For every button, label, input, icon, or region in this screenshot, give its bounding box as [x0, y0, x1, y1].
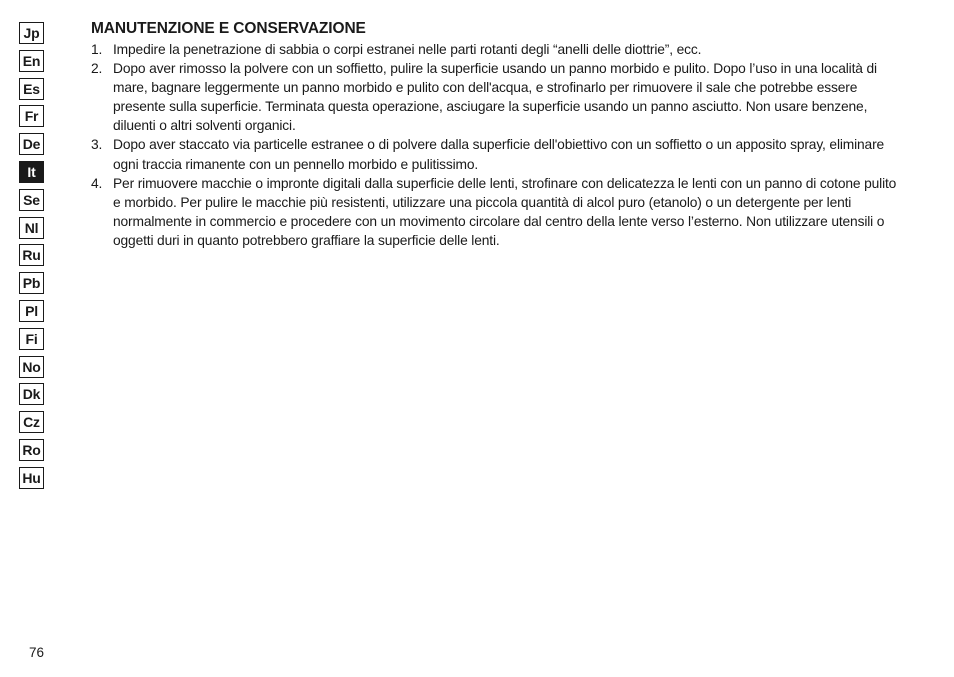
lang-tab-hu[interactable]: Hu	[19, 467, 44, 489]
lang-tab-cz[interactable]: Cz	[19, 411, 44, 433]
item-number: 1.	[91, 42, 103, 57]
section-title: MANUTENZIONE E CONSERVAZIONE	[91, 20, 366, 37]
item-text: Impedire la penetrazione di sabbia o corpi estranei nelle parti rotanti degli “anelli delle diottrie”, ecc.	[113, 42, 702, 57]
lang-tab-se[interactable]: Se	[19, 189, 44, 211]
item-text: Dopo aver staccato via particelle estranee o di polvere dalla superficie dell'obiettivo con un soffietto o un apposito spray, eliminare ogni traccia rimanente con un pennello morbido e pulitissimo.	[113, 137, 885, 172]
item-text: Dopo aver rimosso la polvere con un soffietto, pulire la superficie usando un panno morbido e pulito. Dopo l’uso in una località di mare, bagnare leggermente un panno morbido e pulito con dell'acqua, e strofinarlo per rimuovere il sale che potrebbe essere presente sulla superficie. Terminata questa operazione, asciugare la superficie usando un panno asciutto. Non usare benzene, diluenti o altri solventi organici.	[113, 61, 877, 134]
lang-tab-fi[interactable]: Fi	[19, 328, 44, 350]
lang-tab-pb[interactable]: Pb	[19, 272, 44, 294]
lang-tab-de[interactable]: De	[19, 133, 44, 155]
item-number: 4.	[91, 175, 103, 191]
maintenance-section	[91, 19, 901, 250]
page-number: 76	[29, 645, 45, 660]
list-item	[91, 59, 901, 135]
lang-tab-nl[interactable]: Nl	[19, 217, 44, 239]
item-text: Per rimuovere macchie o impronte digitali dalla superficie delle lenti, strofinare con delicatezza le lenti con un panno di cotone pulito e morbido. Per pulire le macchie più resistenti, utilizzare una piccola quantità di alcol puro (etanolo) o un detergente per lenti normalmente in commercio e procedere con un movimento circolare dal centro della lente verso l’esterno. Non utilizzare utensili o oggetti duri in quanto potrebbero graffiare la superficie delle lenti.	[113, 175, 897, 248]
lang-tab-ro[interactable]: Ro	[19, 439, 44, 461]
lang-tab-fr[interactable]: Fr	[19, 105, 44, 127]
list-item	[91, 40, 901, 59]
language-tabs	[19, 22, 44, 495]
lang-tab-no[interactable]: No	[19, 356, 44, 378]
item-number: 3.	[91, 137, 103, 153]
maintenance-list	[91, 40, 901, 250]
lang-tab-ru[interactable]: Ru	[19, 244, 44, 266]
lang-tab-dk[interactable]: Dk	[19, 383, 44, 405]
list-item	[91, 174, 901, 250]
lang-tab-jp[interactable]: Jp	[19, 22, 44, 44]
lang-tab-it[interactable]: It	[19, 161, 44, 183]
list-item	[91, 135, 901, 173]
lang-tab-es[interactable]: Es	[19, 78, 44, 100]
lang-tab-pl[interactable]: Pl	[19, 300, 44, 322]
lang-tab-en[interactable]: En	[19, 50, 44, 72]
item-number: 2.	[91, 61, 103, 77]
